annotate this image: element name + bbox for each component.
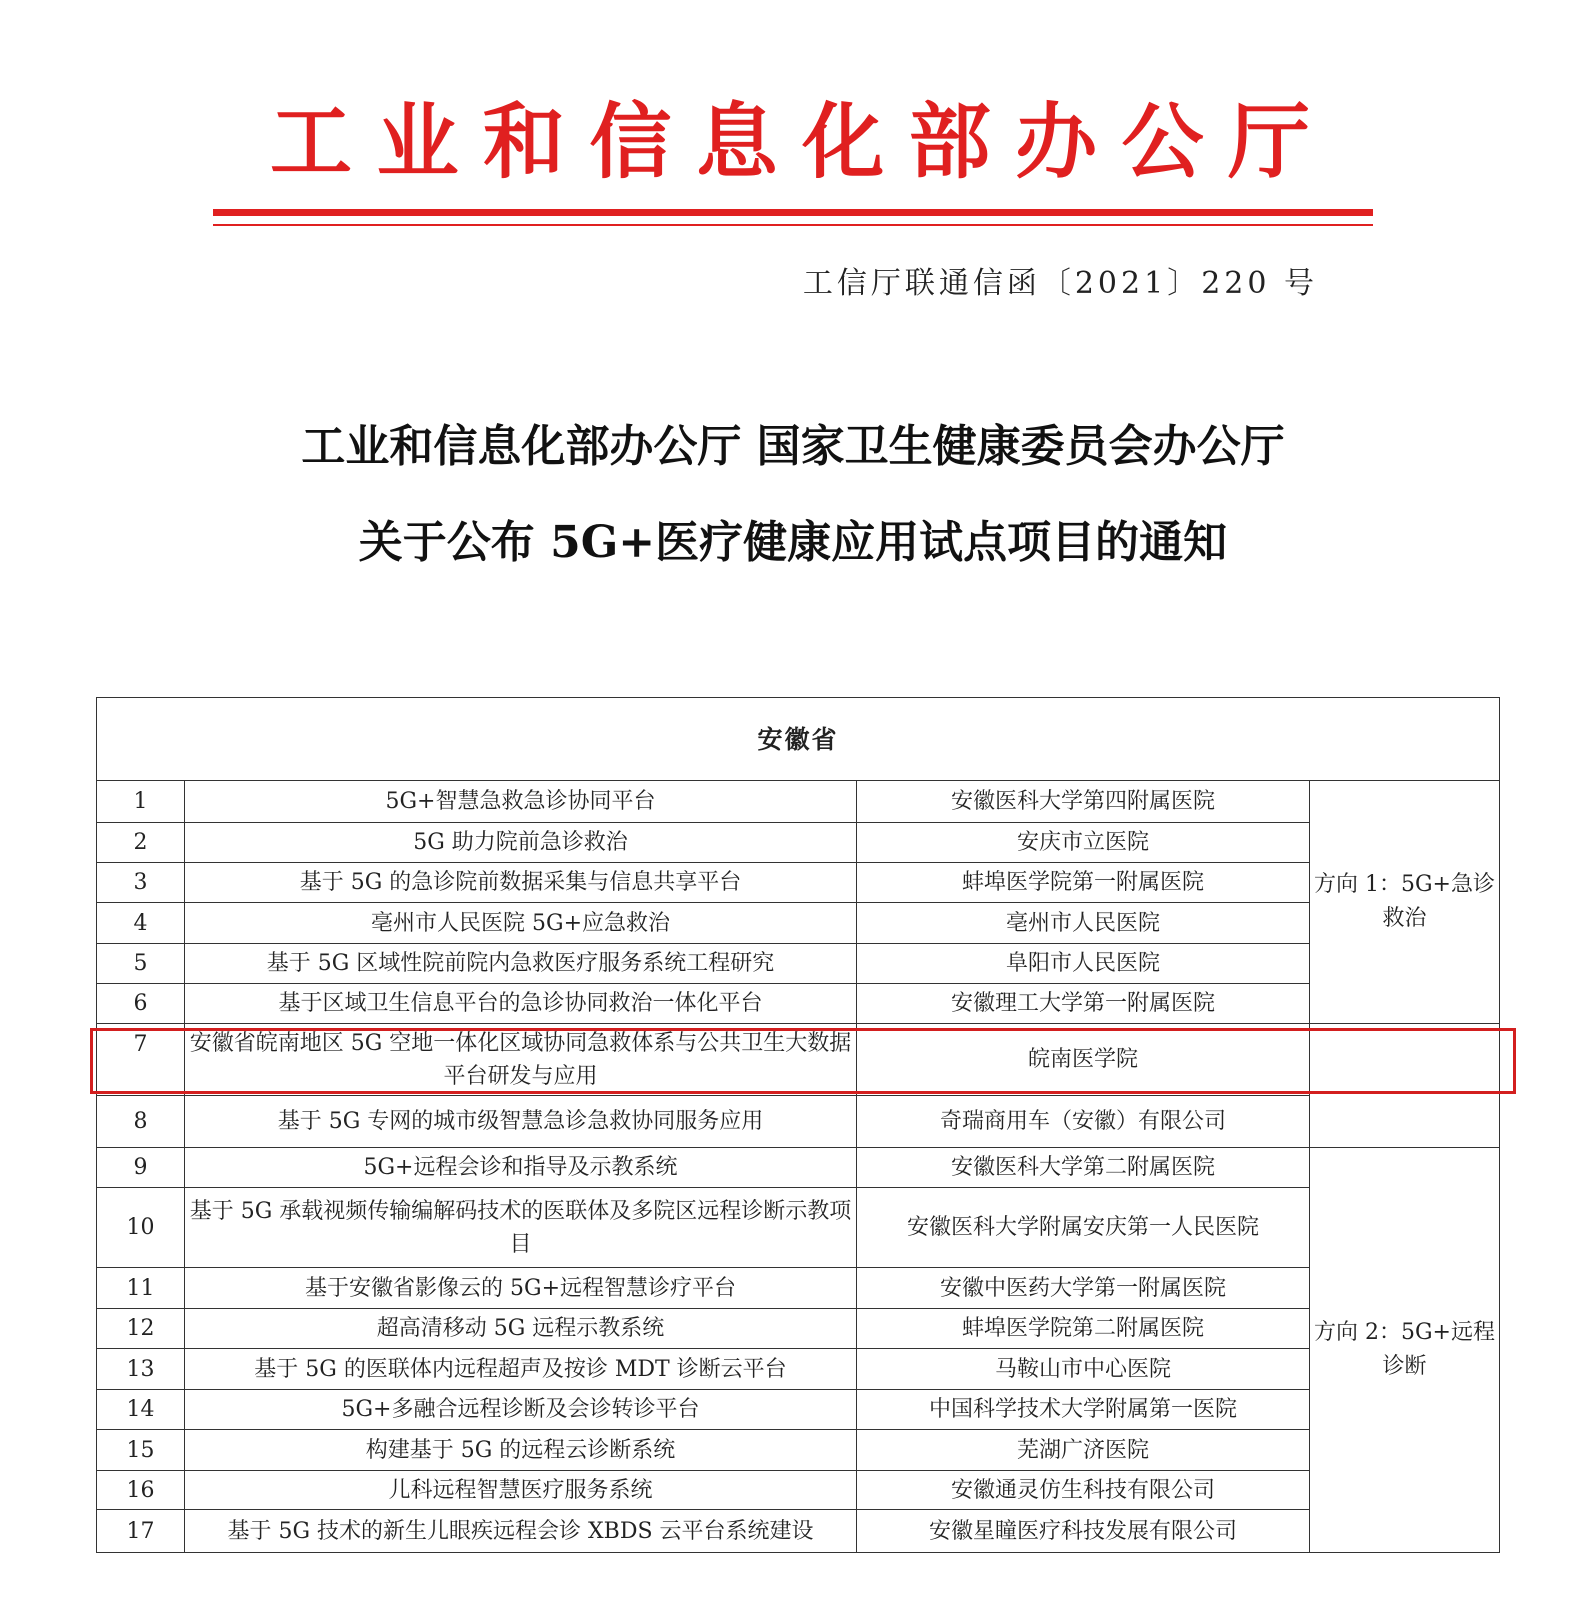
project-name: 基于 5G 专网的城市级智慧急诊急救协同服务应用 (185, 1096, 857, 1148)
direction-cell-blank (1310, 1024, 1500, 1148)
table-row (97, 1471, 1500, 1510)
table-row (97, 1148, 1500, 1188)
applicant-unit: 蚌埠医学院第一附属医院 (857, 863, 1310, 903)
row-number: 17 (97, 1510, 185, 1553)
table-row (97, 781, 1500, 823)
row-number: 7 (97, 1024, 185, 1096)
row-number: 10 (97, 1188, 185, 1268)
project-name: 5G+多融合远程诊断及会诊转诊平台 (185, 1390, 857, 1430)
red-divider-thick (213, 209, 1373, 216)
document-number: 工信厅联通信函〔2021〕220 号 (802, 266, 1318, 301)
row-number: 15 (97, 1430, 185, 1471)
masthead-char: 息 (695, 94, 778, 190)
masthead-char: 厅 (1227, 94, 1310, 190)
table-row (97, 1024, 1500, 1096)
project-name: 基于 5G 承载视频传输编解码技术的医联体及多院区远程诊断示教项目 (185, 1188, 857, 1268)
row-number: 12 (97, 1309, 185, 1349)
row-number: 13 (97, 1349, 185, 1390)
applicant-unit: 安徽医科大学第四附属医院 (857, 781, 1310, 823)
row-number: 14 (97, 1390, 185, 1430)
project-name: 基于 5G 技术的新生儿眼疾远程会诊 XBDS 云平台系统建设 (185, 1510, 857, 1553)
table-row (97, 1096, 1500, 1148)
masthead-char: 部 (908, 94, 991, 190)
row-number: 4 (97, 903, 185, 944)
masthead (270, 92, 1310, 192)
direction-cell-2: 方向 2：5G+远程诊断 (1310, 1148, 1500, 1553)
row-number: 1 (97, 781, 185, 823)
row-number: 9 (97, 1148, 185, 1188)
applicant-unit: 安徽通灵仿生科技有限公司 (857, 1471, 1310, 1510)
project-name: 5G 助力院前急诊救治 (185, 823, 857, 863)
applicant-unit: 马鞍山市中心医院 (857, 1349, 1310, 1390)
table-header-row (97, 698, 1500, 781)
applicant-unit: 安徽医科大学附属安庆第一人民医院 (857, 1188, 1310, 1268)
province-header: 安徽省 (97, 698, 1500, 781)
red-divider-thin (213, 224, 1373, 226)
table-row (97, 1390, 1500, 1430)
applicant-unit: 阜阳市人民医院 (857, 944, 1310, 984)
table-row (97, 1510, 1500, 1553)
row-number: 3 (97, 863, 185, 903)
table-row (97, 1188, 1500, 1268)
table-row (97, 823, 1500, 863)
project-name: 基于 5G 的医联体内远程超声及按诊 MDT 诊断云平台 (185, 1349, 857, 1390)
project-name: 基于区域卫生信息平台的急诊协同救治一体化平台 (185, 984, 857, 1024)
applicant-unit: 奇瑞商用车（安徽）有限公司 (857, 1096, 1310, 1148)
project-name: 构建基于 5G 的远程云诊断系统 (185, 1430, 857, 1471)
masthead-char: 化 (802, 94, 885, 190)
table-row (97, 1349, 1500, 1390)
applicant-unit: 芜湖广济医院 (857, 1430, 1310, 1471)
notice-title-line1: 工业和信息化部办公厅 国家卫生健康委员会办公厅 (301, 421, 1285, 472)
row-number: 11 (97, 1268, 185, 1309)
applicant-unit: 中国科学技术大学附属第一医院 (857, 1390, 1310, 1430)
row-number: 5 (97, 944, 185, 984)
masthead-char: 业 (376, 94, 459, 190)
project-table (96, 697, 1500, 1553)
masthead-char: 办 (1015, 94, 1098, 190)
project-name: 基于 5G 区域性院前院内急救医疗服务系统工程研究 (185, 944, 857, 984)
project-name: 5G+远程会诊和指导及示教系统 (185, 1148, 857, 1188)
direction-cell-1: 方向 1：5G+急诊救治 (1310, 781, 1500, 1024)
table-row (97, 1268, 1500, 1309)
applicant-unit: 安徽星瞳医疗科技发展有限公司 (857, 1510, 1310, 1553)
masthead-char: 和 (482, 94, 565, 190)
applicant-unit: 安庆市立医院 (857, 823, 1310, 863)
project-name: 5G+智慧急救急诊协同平台 (185, 781, 857, 823)
table-row (97, 863, 1500, 903)
applicant-unit: 亳州市人民医院 (857, 903, 1310, 944)
table-row (97, 1309, 1500, 1349)
table-row (97, 984, 1500, 1024)
applicant-unit: 安徽中医药大学第一附属医院 (857, 1268, 1310, 1309)
project-name: 亳州市人民医院 5G+应急救治 (185, 903, 857, 944)
masthead-char: 工 (270, 94, 353, 190)
notice-title-line2: 关于公布 5G+医疗健康应用试点项目的通知 (358, 517, 1228, 568)
table-row (97, 1430, 1500, 1471)
project-name: 基于安徽省影像云的 5G+远程智慧诊疗平台 (185, 1268, 857, 1309)
masthead-char: 公 (1121, 94, 1204, 190)
table-row (97, 944, 1500, 984)
applicant-unit: 蚌埠医学院第二附属医院 (857, 1309, 1310, 1349)
row-number: 6 (97, 984, 185, 1024)
applicant-unit: 安徽理工大学第一附属医院 (857, 984, 1310, 1024)
project-name: 安徽省皖南地区 5G 空地一体化区域协同急救体系与公共卫生大数据平台研发与应用 (185, 1024, 857, 1096)
project-name: 儿科远程智慧医疗服务系统 (185, 1471, 857, 1510)
project-name: 超高清移动 5G 远程示教系统 (185, 1309, 857, 1349)
applicant-unit: 皖南医学院 (857, 1024, 1310, 1096)
row-number: 8 (97, 1096, 185, 1148)
table-row (97, 903, 1500, 944)
row-number: 2 (97, 823, 185, 863)
row-number: 16 (97, 1471, 185, 1510)
project-name: 基于 5G 的急诊院前数据采集与信息共享平台 (185, 863, 857, 903)
masthead-char: 信 (589, 94, 672, 190)
applicant-unit: 安徽医科大学第二附属医院 (857, 1148, 1310, 1188)
